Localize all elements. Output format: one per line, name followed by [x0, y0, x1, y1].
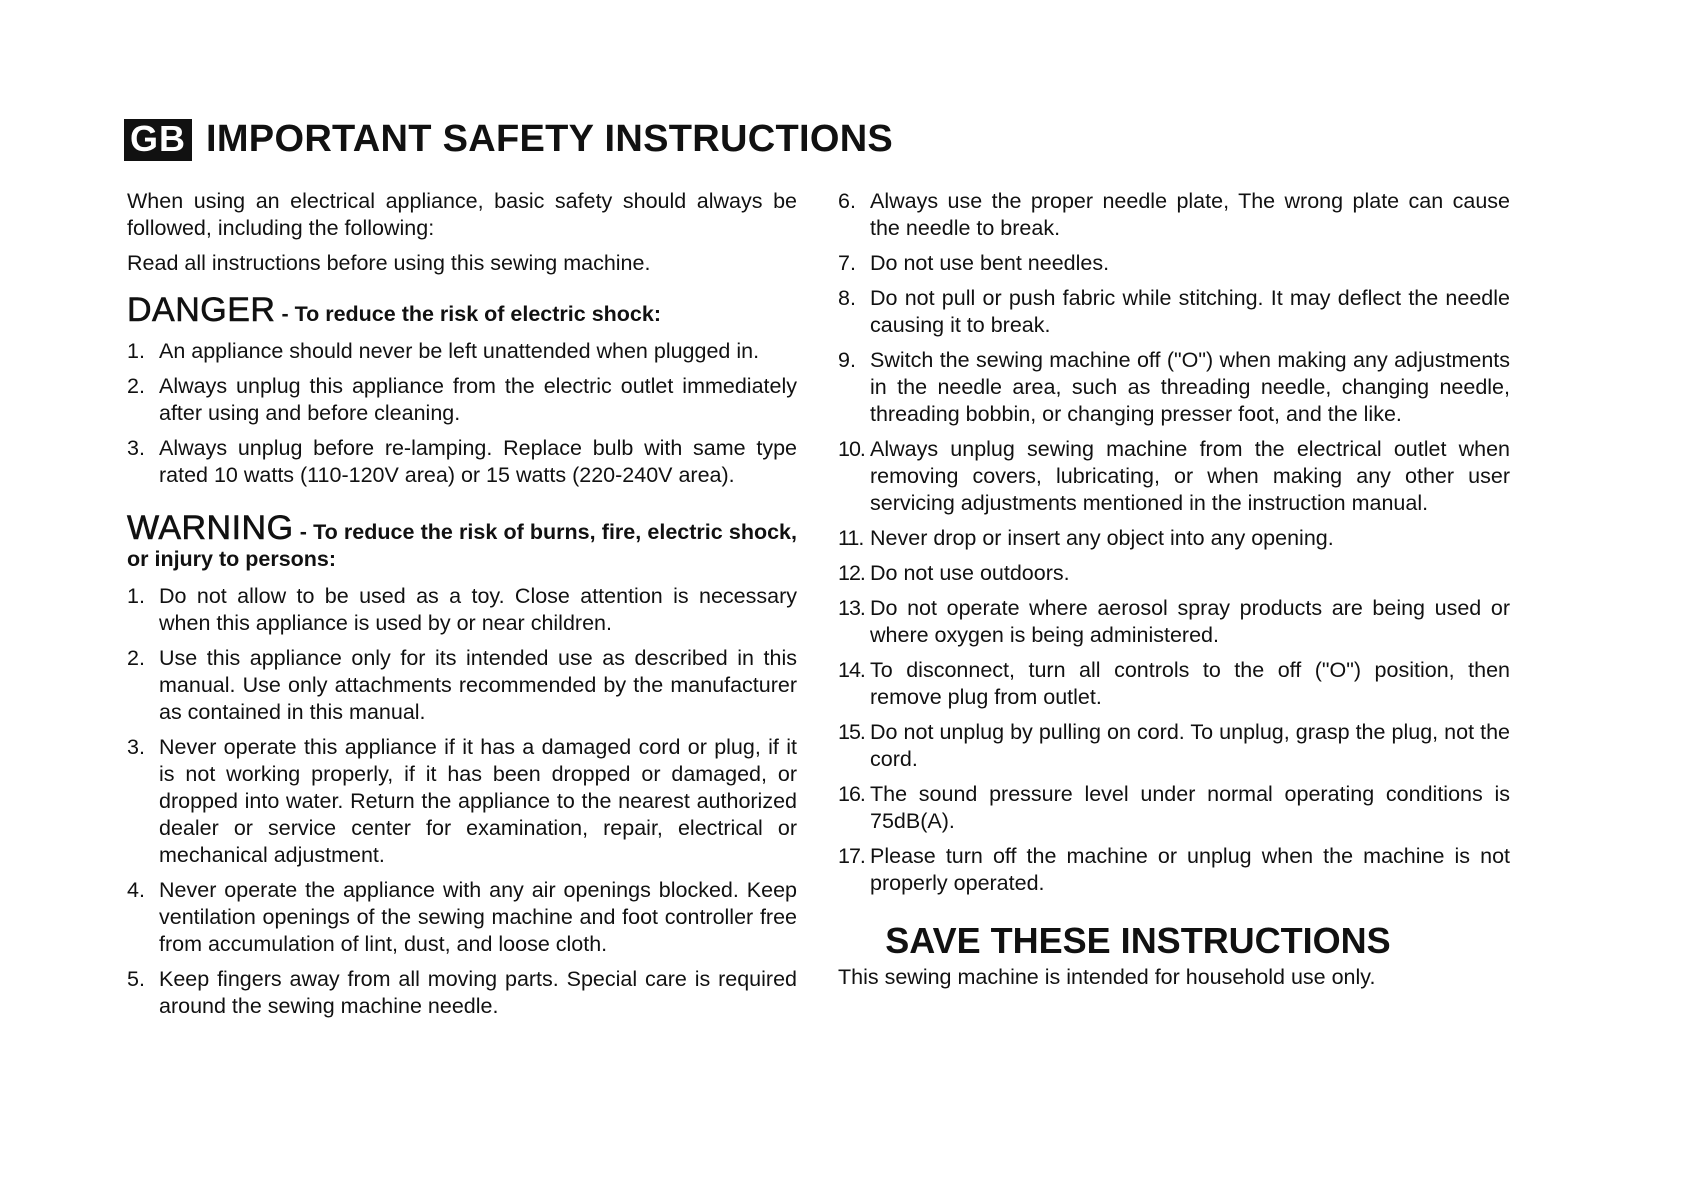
list-item [838, 250, 1510, 277]
left-column [127, 188, 797, 1028]
item-text: Do not use bent needles. [870, 251, 1110, 275]
item-number: 1. [127, 584, 145, 608]
item-number: 12. [838, 561, 865, 585]
item-text: Please turn off the machine or unplug when the machine is not properly operated. [870, 844, 1510, 895]
list-item [838, 560, 1510, 587]
item-number: 11. [838, 526, 864, 550]
list-item [127, 435, 797, 489]
item-text: Never operate this appliance if it has a damaged cord or plug, if it is not working properly, if it has been dropped or damaged, or dropped into water. Return the appliance to the nearest authorized dealer or service center for examination, repair, electrical or mechanical adjustment. [159, 735, 797, 867]
item-text: Never operate the appliance with any air openings blocked. Keep ventilation openings of the sewing machine and foot controller free from accumulation of lint, dust, and loose cloth. [159, 878, 797, 956]
right-column [838, 188, 1510, 991]
language-badge: GB [124, 119, 192, 161]
list-item [838, 657, 1510, 711]
item-text: Switch the sewing machine off ("O") when making any adjustments in the needle area, such as threading needle, changing needle, threading bobbin, or changing presser foot, and the like. [870, 348, 1510, 426]
list-item [127, 966, 797, 1020]
list-item [127, 877, 797, 958]
danger-subtitle: - To reduce the risk of electric shock: [275, 302, 661, 326]
item-number: 6. [838, 189, 856, 213]
list-item [838, 436, 1510, 517]
item-text: Always unplug sewing machine from the electrical outlet when removing covers, lubricating, or when making any other user servicing adjustments mentioned in the instruction manual. [870, 437, 1510, 515]
item-number: 10. [838, 437, 865, 461]
item-text: Do not use outdoors. [870, 561, 1070, 585]
item-text: Do not unplug by pulling on cord. To unplug, grasp the plug, not the cord. [870, 720, 1510, 771]
danger-heading [127, 291, 797, 329]
list-item [838, 188, 1510, 242]
item-text: Always unplug before re-lamping. Replace bulb with same type rated 10 watts (110-120V area) or 15 watts (220-240V area). [159, 436, 797, 487]
item-text: Keep fingers away from all moving parts. Special care is required around the sewing machine needle. [159, 967, 797, 1018]
list-item [838, 719, 1510, 773]
household-use-note: This sewing machine is intended for household use only. [838, 965, 1376, 989]
item-number: 16. [838, 782, 865, 806]
list-item [127, 338, 797, 365]
list-item [127, 645, 797, 726]
item-number: 3. [127, 735, 145, 759]
item-number: 14. [838, 658, 865, 682]
item-text: Never drop or insert any object into any opening. [870, 526, 1334, 550]
list-item [127, 373, 797, 427]
save-instructions-title: SAVE THESE INSTRUCTIONS [885, 920, 1391, 961]
read-instructions-paragraph: Read all instructions before using this sewing machine. [127, 251, 651, 275]
danger-keyword: DANGER [127, 291, 276, 329]
list-item [838, 781, 1510, 835]
general-safety-list [838, 188, 1510, 897]
item-text: Use this appliance only for its intended use as described in this manual. Use only attachments recommended by the manufacturer as contained in this manual. [159, 646, 797, 724]
item-number: 2. [127, 374, 145, 398]
danger-list [127, 338, 797, 489]
warning-keyword: WARNING [127, 509, 294, 547]
list-item [838, 525, 1510, 552]
list-item [838, 843, 1510, 897]
item-number: 1. [127, 339, 145, 363]
item-text: Do not allow to be used as a toy. Close attention is necessary when this appliance is used by or near children. [159, 584, 797, 635]
item-number: 5. [127, 967, 145, 991]
item-text: The sound pressure level under normal operating conditions is 75dB(A). [870, 782, 1510, 833]
list-item [838, 347, 1510, 428]
list-item [838, 285, 1510, 339]
item-number: 2. [127, 646, 145, 670]
item-number: 17. [838, 844, 865, 868]
item-number: 4. [127, 878, 145, 902]
item-text: An appliance should never be left unattended when plugged in. [159, 339, 760, 363]
warning-list [127, 583, 797, 1020]
item-number: 13. [838, 596, 865, 620]
list-item [127, 734, 797, 869]
item-number: 9. [838, 348, 856, 372]
item-text: To disconnect, turn all controls to the off ("O") position, then remove plug from outlet. [870, 658, 1510, 709]
list-item [127, 583, 797, 637]
item-number: 8. [838, 286, 856, 310]
item-number: 15. [838, 720, 865, 744]
item-number: 3. [127, 436, 145, 460]
warning-subtitle: - To reduce the risk of burns, fire, electric shock, or injury to persons: [127, 520, 797, 571]
warning-heading [127, 509, 797, 573]
item-number: 7. [838, 251, 856, 275]
page-header [124, 118, 893, 161]
item-text: Always unplug this appliance from the electric outlet immediately after using and before cleaning. [159, 374, 797, 425]
intro-paragraph: When using an electrical appliance, basic safety should always be followed, including the following: [127, 189, 797, 240]
item-text: Do not operate where aerosol spray products are being used or where oxygen is being administered. [870, 596, 1510, 647]
page-title: IMPORTANT SAFETY INSTRUCTIONS [206, 118, 894, 160]
item-text: Always use the proper needle plate, The wrong plate can cause the needle to break. [870, 189, 1510, 240]
list-item [838, 595, 1510, 649]
item-text: Do not pull or push fabric while stitching. It may deflect the needle causing it to break. [870, 286, 1510, 337]
